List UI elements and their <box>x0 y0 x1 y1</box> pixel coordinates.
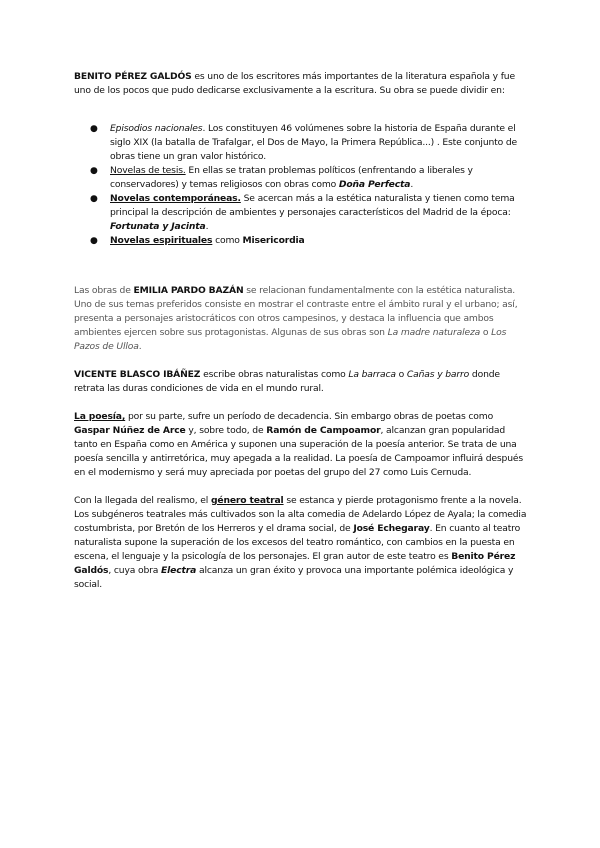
item-end: . <box>410 179 414 190</box>
paragraph-pardo-bazan <box>74 284 528 354</box>
item-text: . Los constituyen 46 volúmenes sobre la historia de España durante el siglo XIX (la batalla de Trafalgar, el Dos de Mayo, la Primera República...) . Este conjunto de obras tiene un gran valor histórico. <box>110 123 518 162</box>
poet-name: Gaspar Núñez de Arce <box>74 425 186 436</box>
bullet-icon: ● <box>90 194 98 204</box>
poesia-text-2: y, sobre todo, de <box>185 425 267 436</box>
poesia-text: por su parte, sufre un período de decadencia. Sin embargo obras de poetas como <box>125 411 494 422</box>
paragraph-galdos <box>74 70 528 98</box>
pardo-pre: Las obras de <box>74 285 134 296</box>
teatro-text-3: . En cuanto al teatro naturalista supone la superación de los excesos del teatro romántico, con cambios en la puesta en escena, el lenguaje y la psicología de los personajes. El gran autor de este teatro es <box>74 523 521 562</box>
list-item-espirituales <box>90 234 528 248</box>
pardo-mid: o <box>480 327 492 338</box>
pardo-end: . <box>138 341 142 352</box>
list-item-contemporaneas <box>90 192 528 234</box>
item-title: Novelas de tesis. <box>110 165 186 176</box>
item-title: Episodios nacionales <box>110 123 203 134</box>
bullet-icon: ● <box>90 236 98 246</box>
work-title: Misericordia <box>242 235 305 246</box>
author-name: Benito Pérez Galdós <box>74 551 516 576</box>
teatro-text-5: alcanza un gran éxito y provoca una importante polémica ideológica y social. <box>74 565 514 590</box>
work-title: La barraca <box>348 369 396 380</box>
list-item-episodios <box>90 122 528 164</box>
work-title: Doña Perfecta <box>338 179 411 190</box>
paragraph-blasco-ibanez <box>74 368 528 396</box>
author-name-galdos: BENITO PÉREZ GALDÓS <box>74 71 192 82</box>
item-text: En ellas se tratan problemas políticos (enfrentando a liberales y conservadores) y temas religiosos con obras como <box>110 165 473 190</box>
item-text: como <box>212 235 243 246</box>
bullet-icon: ● <box>90 166 98 176</box>
item-title: Novelas espirituales <box>110 235 213 246</box>
teatro-text: Con la llegada del realismo, el <box>74 495 211 506</box>
teatro-text-4: , cuya obra <box>108 565 162 576</box>
paragraph-teatro <box>74 494 528 592</box>
work-title: Fortunata y Jacinta <box>110 221 206 232</box>
item-end: . <box>205 221 209 232</box>
teatro-text-2: se estanca y pierde protagonismo frente a la novela. Los subgéneros teatrales más cultivados son la alta comedia de Adelardo López de Ayala; la comedia costumbrista, por Bretón de los Herreros y el drama social, de <box>74 495 527 534</box>
item-title: Novelas contemporáneas. <box>110 193 241 204</box>
paragraph-poesia <box>74 410 528 480</box>
blasco-text: escribe obras naturalistas como <box>200 369 349 380</box>
blasco-text-2: donde retrata las duras condiciones de vida en el mundo rural. <box>74 369 500 394</box>
author-name: José Echegaray <box>353 523 430 534</box>
galdos-works-list <box>74 122 528 248</box>
work-title: Electra <box>161 565 197 576</box>
item-text: Se acercan más a la estética naturalista y tienen como tema principal la descripción de ambientes y personajes característicos del Madrid de la época: <box>110 193 515 218</box>
blasco-mid: o <box>395 369 407 380</box>
work-title: Los Pazos de Ulloa <box>74 327 507 352</box>
work-title: La madre naturaleza <box>387 327 481 338</box>
work-title: Cañas y barro <box>406 369 470 380</box>
poesia-text-3: , alcanzan gran popularidad tanto en España como en América y suponen una superación de la poesía anterior. Se trata de una poesía sencilla y antirretórica, muy apegada a la realidad. La poesía de Campoamor influirá después en el modernismo y será muy apreciada por poetas del grupo del 27 como Luis Cernuda. <box>74 425 524 478</box>
pardo-text: se relacionan fundamentalmente con la estética naturalista. Uno de sus temas preferidos consiste en mostrar el contraste entre el ámbito rural y el urbano; así, presenta a personajes aristocráticos con otros campesinos, y destaca la influencia que ambos ambientes ejercen sobre sus protagonistas. Algunas de sus obras son <box>74 285 518 338</box>
author-name-blasco: VICENTE BLASCO IBÁÑEZ <box>74 369 201 380</box>
list-item-tesis <box>90 164 528 192</box>
poet-name: Ramón de Campoamor <box>266 425 381 436</box>
section-title-poesia: La poesía, <box>74 411 126 422</box>
author-name-pardo: EMILIA PARDO BAZÁN <box>133 285 244 296</box>
bullet-icon: ● <box>90 124 98 134</box>
galdos-text: es uno de los escritores más importantes de la literatura española y fue uno de los pocos que pudo dedicarse exclusivamente a la escritura. Su obra se puede dividir en: <box>74 71 515 96</box>
genre-title: género teatral <box>210 495 284 506</box>
